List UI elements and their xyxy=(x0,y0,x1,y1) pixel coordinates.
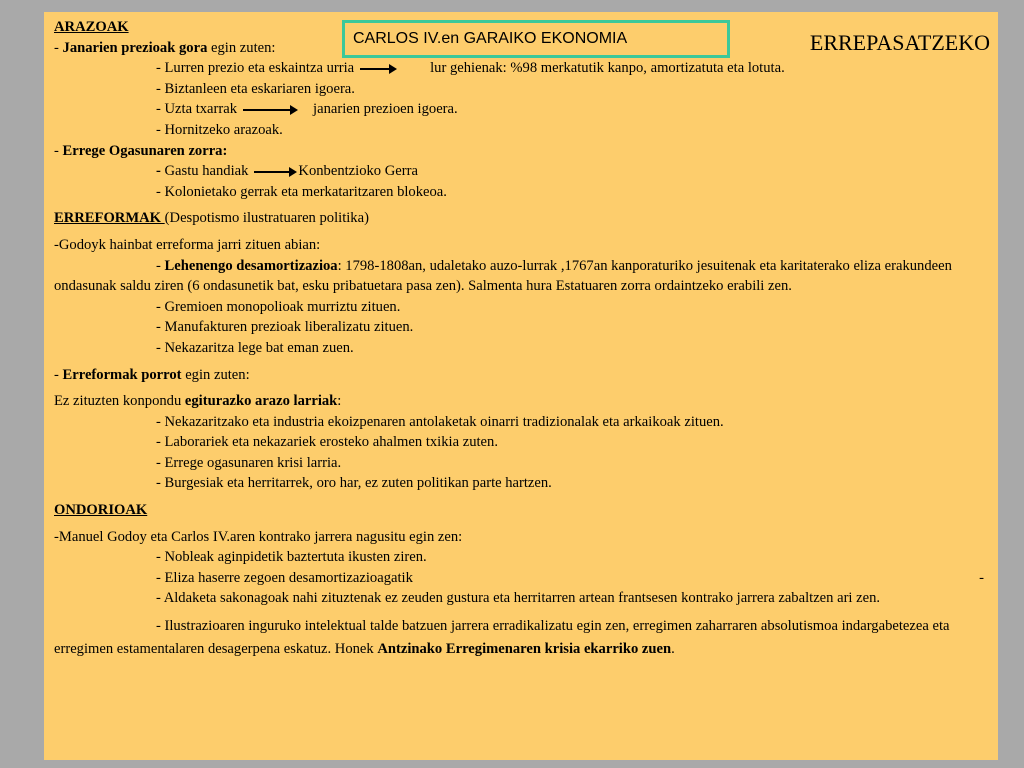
line-konpondu xyxy=(54,391,984,412)
line-porrot xyxy=(54,365,984,386)
text: (Despotismo ilustratuaren politika) xyxy=(164,210,369,227)
bold-text: Antzinako Erregimenaren krisia ekarriko zuen xyxy=(377,641,672,658)
text: - xyxy=(156,257,165,274)
line-lurren xyxy=(54,58,984,79)
line-ogasunaren xyxy=(54,141,984,162)
line-hornitzeko: - Hornitzeko arazoak. xyxy=(156,121,283,138)
text: . xyxy=(671,641,675,658)
text: Ez zituzten konpondu xyxy=(54,393,185,410)
text: : 1798-1808an, udaletako auzo-lurrak ,1767an kanporaturiko jesuitenak eta karitaterako eliza erakundeen ondasunak saldu ziren (6 ondasunetik bat, esku pribatuetara pasa zen). Salmenta hura Estatuaren zorra ordaintzeko erabili zen. xyxy=(54,257,952,295)
line-errege-ogasun: - Errege ogasunaren krisi larria. xyxy=(156,454,342,471)
section-heading-ondorioak: ONDORIOAK xyxy=(54,502,148,519)
slide-content xyxy=(54,17,984,661)
line-manuel-godoy: -Manuel Godoy eta Carlos IV.aren kontrako jarrera nagusitu egin zen: xyxy=(54,528,463,545)
line-burgesiak: - Burgesiak eta herritarrek, oro har, ez zuten politikan parte hartzen. xyxy=(156,475,552,492)
line-kolonietako: - Kolonietako gerrak eta merkataritzaren blokeoa. xyxy=(156,183,447,200)
text: : xyxy=(337,393,342,410)
section-heading-erreformak xyxy=(54,208,984,229)
bold-text: ERREFORMAK xyxy=(54,210,165,227)
bold-text: Errege Ogasunaren zorra: xyxy=(62,142,228,159)
text: - Lurren prezio eta eskaintza urria xyxy=(156,60,355,77)
line-ilustrazioaren xyxy=(54,615,984,661)
line-desamortizazioa xyxy=(54,256,984,297)
right-arrow-icon xyxy=(243,109,291,111)
text: egin zuten: xyxy=(207,39,276,56)
line-uzta xyxy=(54,99,984,120)
right-arrow-icon xyxy=(360,68,390,70)
text: - xyxy=(54,366,63,383)
line-nobleak: - Nobleak aginpidetik baztertuta ikusten ziren. xyxy=(156,549,427,566)
right-arrow-icon xyxy=(254,171,290,173)
bold-text: egiturazko arazo larriak xyxy=(184,393,338,410)
bold-text: - xyxy=(156,163,165,180)
text: egin zuten: xyxy=(181,366,250,383)
line-manufakturen: - Manufakturen prezioak liberalizatu zituen. xyxy=(156,319,414,336)
text: Konbentzioko Gerra xyxy=(298,163,418,180)
text: - xyxy=(54,142,63,159)
text: - Eliza haserre zegoen desamortizazioagatik xyxy=(156,569,413,586)
section-heading-arazoak: ARAZOAK xyxy=(54,19,129,35)
bold-text: Janarien prezioak gora xyxy=(62,39,208,56)
text: - xyxy=(979,569,984,586)
side-title: ERREPASATZEKO xyxy=(809,30,990,55)
line-gastu xyxy=(54,161,984,182)
bold-text: Erreformak porrot xyxy=(62,366,182,383)
line-biztanleen: - Biztanleen eta eskariaren igoera. xyxy=(156,80,355,97)
text: - Uzta txarrak xyxy=(156,101,238,118)
text: lur gehienak: %98 merkatutik kanpo, amortizatuta eta lotuta. xyxy=(430,60,785,77)
line-godoyk: -Godoyk hainbat erreforma jarri zituen abian: xyxy=(54,236,321,253)
text: - Ilustrazioaren inguruko intelektual talde batzuen jarrera erradikalizatu egin zen, erregimen zaharraren absolutismoa indargabetezea eta erregimen estamentalaren desagerpena eskatuz. Honek xyxy=(54,618,950,658)
line-aldaketa: - Aldaketa sakonagoak nahi zituztenak ez zeuden gustura eta herritarren artean frantsesen kontrako jarrera zabaltzen ari zen. xyxy=(156,590,881,607)
line-eliza xyxy=(54,568,984,589)
line-laborariek: - Laborariek eta nekazariek erosteko ahalmen txikia zuten. xyxy=(156,434,498,451)
text: - xyxy=(54,39,63,56)
line-gremioen: - Gremioen monopolioak murriztu zituen. xyxy=(156,298,401,315)
bold-text: Lehenengo desamortizazioa xyxy=(164,257,338,274)
slide xyxy=(44,12,998,760)
line-nekazaritza-lege: - Nekazaritza lege bat eman zuen. xyxy=(156,339,354,356)
title-box: CARLOS IV.en GARAIKO EKONOMIA xyxy=(342,20,730,58)
text: janarien prezioen igoera. xyxy=(313,101,458,118)
line-nekazaritzako: - Nekazaritzako eta industria ekoizpenaren antolaketak oinarri tradizionalak eta arkaikoak zituen. xyxy=(156,413,724,430)
text: Gastu handiak xyxy=(164,163,249,180)
